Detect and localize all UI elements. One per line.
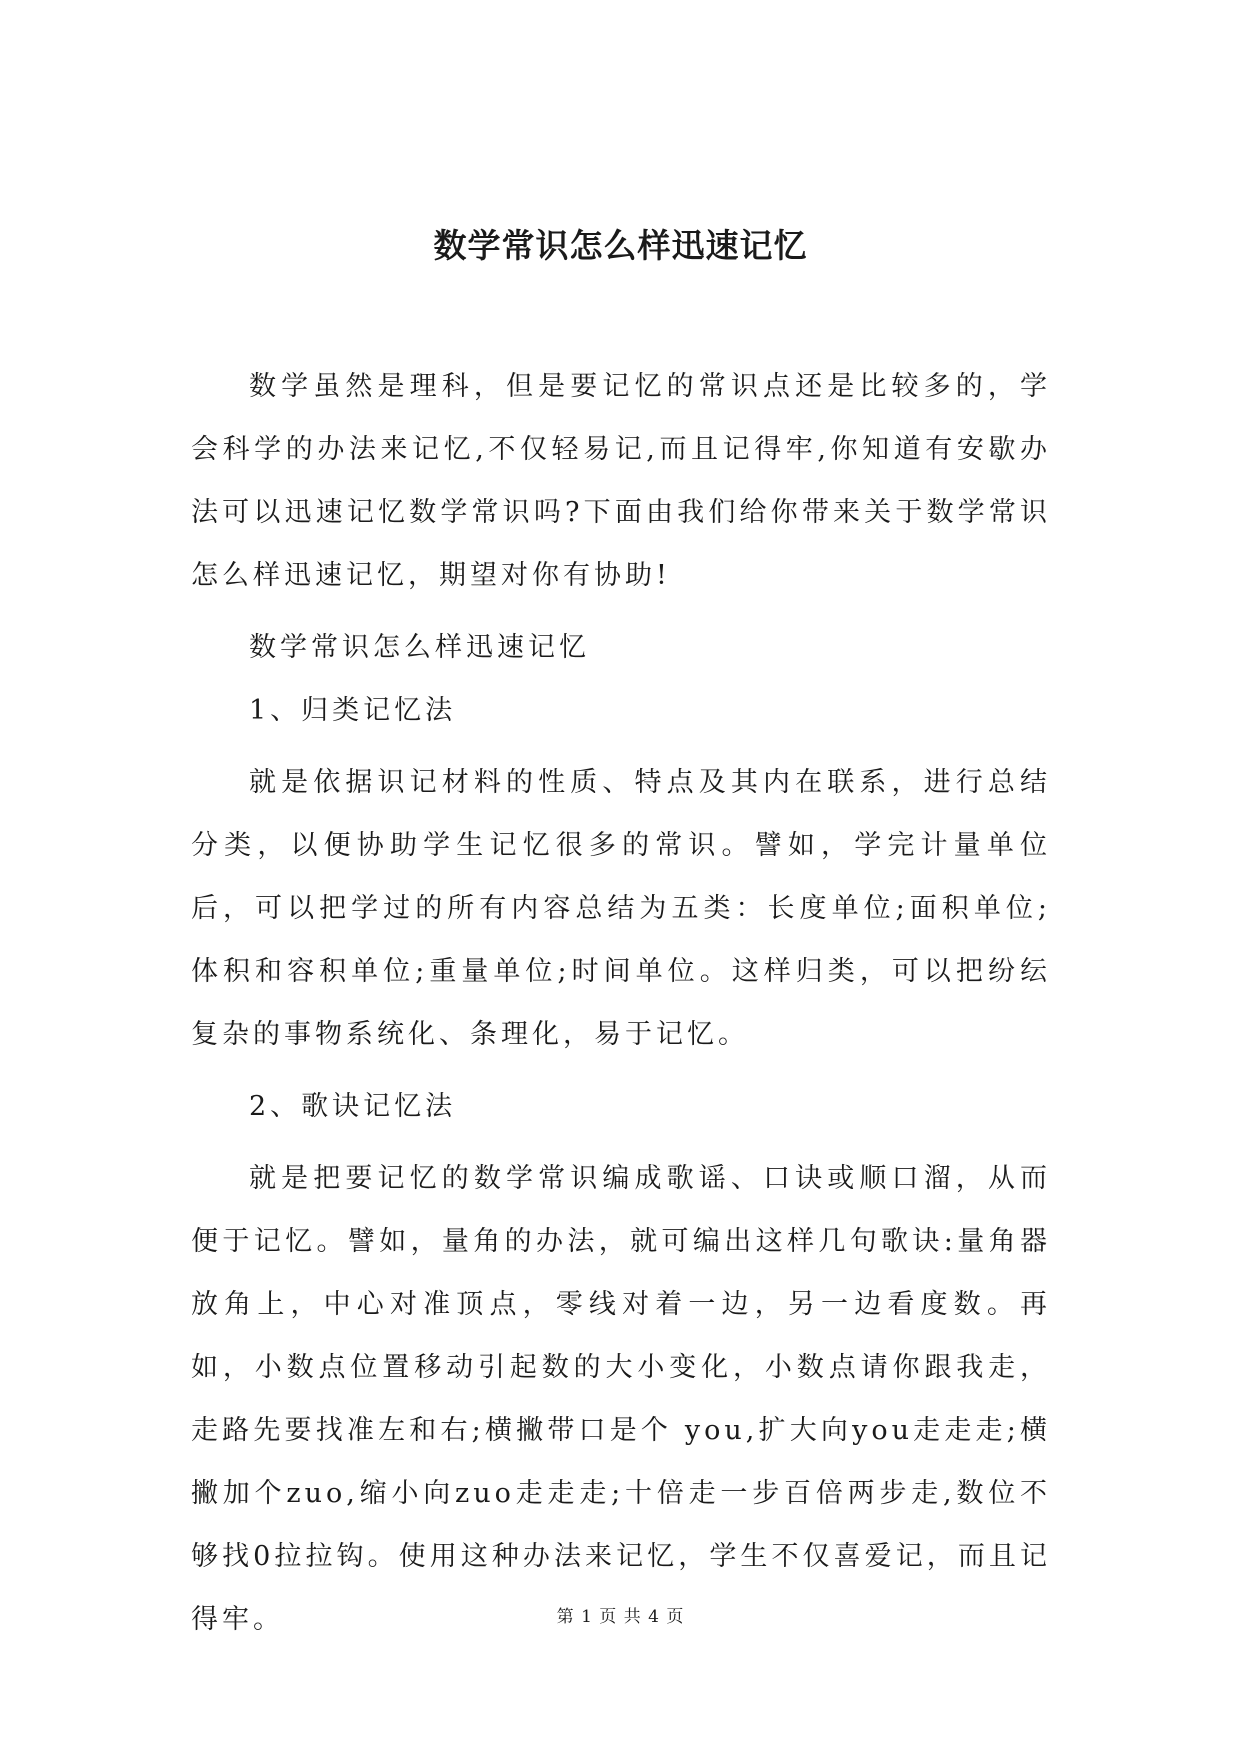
intro-paragraph: 数学虽然是理科，但是要记忆的常识点还是比较多的，学会科学的办法来记忆,不仅轻易记,而且记得牢,你知道有安歇办法可以迅速记忆数学常识吗?下面由我们给你带来关于数学常识怎么样迅速记忆，期望对你有协助! <box>191 371 1051 591</box>
method-heading-1: 1、归类记忆法 <box>249 695 457 726</box>
document-body <box>191 355 1051 1669</box>
section-heading: 数学常识怎么样迅速记忆 <box>249 632 590 663</box>
document-title: 数学常识怎么样迅速记忆 <box>433 226 808 265</box>
page-number-footer: 第 1 页 共 4 页 <box>556 1607 685 1627</box>
method-paragraph-1: 就是依据识记材料的性质、特点及其内在联系，进行总结分类，以便协助学生记忆很多的常识。譬如，学完计量单位后，可以把学过的所有内容总结为五类：长度单位;面积单位;体积和容积单位;重量单位;时间单位。这样归类，可以把纷纭复杂的事物系统化、条理化，易于记忆。 <box>191 767 1051 1050</box>
method-heading-2: 2、歌诀记忆法 <box>249 1091 457 1122</box>
method-paragraph-2: 就是把要记忆的数学常识编成歌谣、口诀或顺口溜，从而便于记忆。譬如，量角的办法，就可编出这样几句歌诀:量角器放角上，中心对准顶点，零线对着一边，另一边看度数。再如，小数点位置移动引起数的大小变化，小数点请你跟我走，走路先要找准左和右;横撇带口是个 you,扩大向you走走走;横撇加个zuo,缩小向zuo走走走;十倍走一步百倍两步走,数位不够找0拉拉钩。使用这种办法来记忆，学生不仅喜爱记，而且记得牢。 <box>191 1163 1051 1635</box>
